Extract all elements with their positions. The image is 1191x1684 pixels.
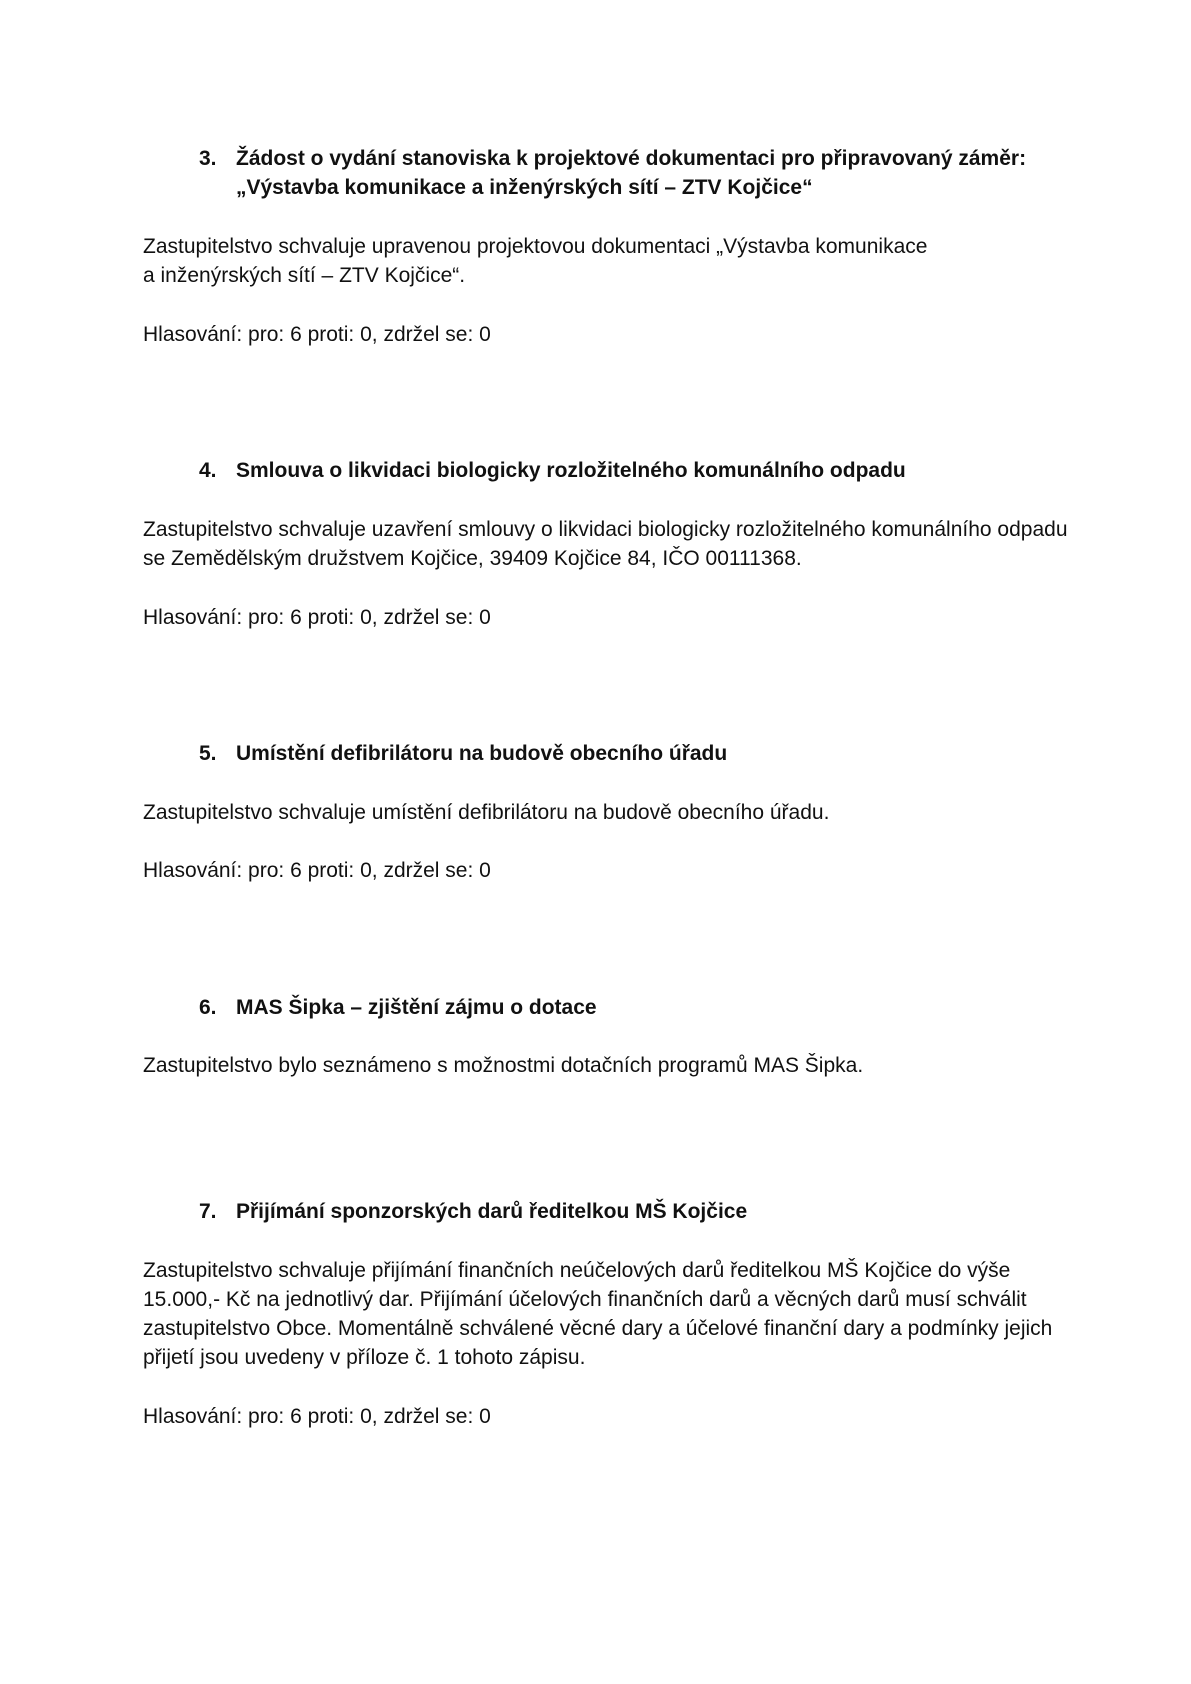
section-title <box>236 993 597 1022</box>
section-title-line: MAS Šipka – zjištění zájmu o dotace <box>236 996 597 1019</box>
body-line: 15.000,- Kč na jednotlivý dar. Přijímání účelových finančních darů a věcných darů musí schválit <box>143 1288 1027 1311</box>
section-4-vote: Hlasování: pro: 6 proti: 0, zdržel se: 0 <box>143 606 491 629</box>
section-title-line: „Výstavba komunikace a inženýrských sítí – ZTV Kojčice“ <box>236 176 813 199</box>
section-title-line: Žádost o vydání stanoviska k projektové dokumentaci pro připravovaný záměr: <box>236 147 1027 170</box>
section-7-body <box>143 1256 1123 1372</box>
section-title <box>236 456 906 485</box>
section-6-body <box>143 1051 1123 1080</box>
section-title-line: Umístění defibrilátoru na budově obecního úřadu <box>236 742 728 765</box>
section-number: 7. <box>199 1200 217 1223</box>
section-title-line: Přijímání sponzorských darů ředitelkou MŠ Kojčice <box>236 1200 748 1223</box>
body-line: přijetí jsou uvedeny v příloze č. 1 tohoto zápisu. <box>143 1346 586 1369</box>
body-line: Zastupitelstvo schvaluje přijímání finančních neúčelových darů ředitelkou MŠ Kojčice do výše <box>143 1259 1011 1282</box>
section-3-vote: Hlasování: pro: 6 proti: 0, zdržel se: 0 <box>143 323 491 346</box>
section-number: 6. <box>199 996 217 1019</box>
section-title <box>236 144 1026 202</box>
body-line: Zastupitelstvo bylo seznámeno s možnostmi dotačních programů MAS Šipka. <box>143 1054 864 1077</box>
section-title <box>236 739 727 768</box>
section-3-body <box>143 232 1123 290</box>
section-number: 5. <box>199 742 217 765</box>
section-5-body <box>143 798 1123 827</box>
section-4-body <box>143 515 1123 573</box>
section-5-vote: Hlasování: pro: 6 proti: 0, zdržel se: 0 <box>143 859 491 882</box>
body-line: Zastupitelstvo schvaluje uzavření smlouvy o likvidaci biologicky rozložitelného komunálního odpadu <box>143 518 1068 541</box>
section-number: 3. <box>199 147 217 170</box>
section-number: 4. <box>199 459 217 482</box>
body-line: se Zemědělským družstvem Kojčice, 39409 Kojčice 84, IČO 00111368. <box>143 547 802 570</box>
body-line: Zastupitelstvo schvaluje umístění defibrilátoru na budově obecního úřadu. <box>143 801 830 824</box>
section-title-line: Smlouva o likvidaci biologicky rozložitelného komunálního odpadu <box>236 459 906 482</box>
body-line: a inženýrských sítí – ZTV Kojčice“. <box>143 264 466 287</box>
section-title <box>236 1197 747 1226</box>
section-7-vote: Hlasování: pro: 6 proti: 0, zdržel se: 0 <box>143 1405 491 1428</box>
body-line: Zastupitelstvo schvaluje upravenou projektovou dokumentaci „Výstavba komunikace <box>143 235 928 258</box>
body-line: zastupitelstvo Obce. Momentálně schválené věcné dary a účelové finanční dary a podmínky jejich <box>143 1317 1053 1340</box>
